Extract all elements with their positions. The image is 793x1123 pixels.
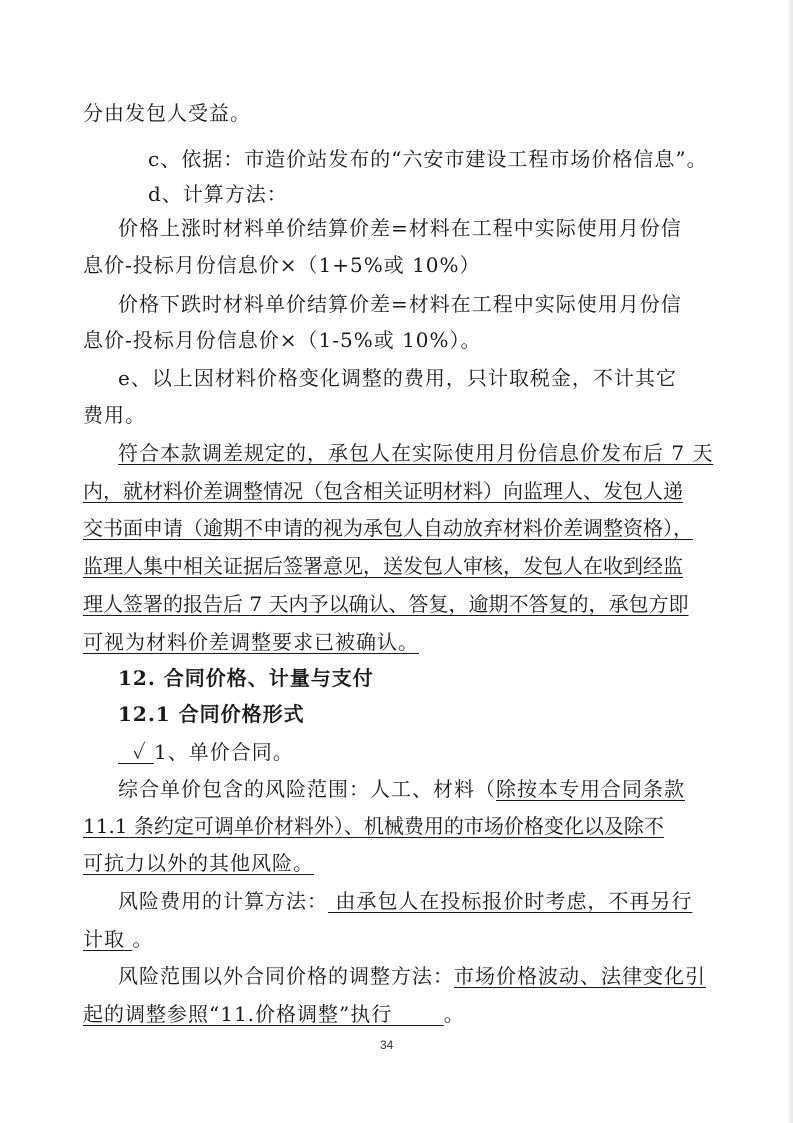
- text-line-7: [83, 326, 482, 354]
- text-segment: 综合单价包含的风险范围：人工、材料（: [118, 777, 496, 801]
- text-segment: e、以上因材料价格变化调整的费用，只计取税金，不计其它: [118, 366, 677, 390]
- text-segment: 价格下跌时材料单价结算价差=材料在工程中实际使用月份信: [118, 292, 682, 316]
- text-line-9: [83, 401, 146, 429]
- underlined-segment: 由承包人在投标报价时考虑，不再另行: [328, 889, 693, 913]
- text-line-19: [118, 775, 685, 803]
- text-line-18: [118, 738, 294, 766]
- underlined-segment: 理人签署的报告后 7 天内予以确认、答复，逾期不答复的，承包方即: [83, 592, 689, 616]
- text-line-14: [83, 590, 688, 618]
- underlined-segment: 11.1 条约定可调单价材料外）、机械费用的市场价格变化以及除不: [83, 814, 664, 838]
- text-segment: c、依据：市造价站发布的“六安市建设工程市场价格信息”。: [148, 147, 708, 171]
- text-line-20: [83, 812, 664, 840]
- text-line-11: [83, 477, 683, 505]
- text-segment: 1、单价合同。: [153, 740, 294, 764]
- text-segment: 息价-投标月份信息价×（1+5%或 10%）: [83, 253, 481, 277]
- text-line-23: [83, 925, 153, 953]
- underlined-segment: 可视为材料价差调整要求已被确认。: [83, 630, 419, 654]
- text-line-13: [83, 552, 683, 580]
- text-segment: 费用。: [83, 403, 146, 427]
- text-line-25: [83, 1000, 465, 1028]
- text-line-6: [118, 290, 682, 318]
- text-line-22: [118, 887, 692, 915]
- text-segment: 息价-投标月份信息价×（1-5%或 10%）。: [83, 328, 482, 352]
- text-segment: 风险范围以外合同价格的调整方法：: [118, 964, 454, 988]
- text-line-10: [118, 439, 713, 467]
- section-heading-12-1: [118, 700, 305, 728]
- underlined-segment: 可抗力以外的其他风险。: [83, 851, 314, 875]
- text-segment: 。: [132, 927, 154, 951]
- underlined-segment: 除按本专用合同条款: [496, 777, 685, 801]
- text-line-24: [118, 962, 706, 990]
- text-line-8: [118, 364, 677, 392]
- text-line-12: [83, 514, 693, 542]
- text-line-3: [148, 180, 288, 208]
- text-line-2: [148, 145, 708, 173]
- checkmark-icon: ✓: [118, 740, 154, 764]
- text-line-1: [83, 99, 251, 127]
- text-segment: 分由发包人受益。: [83, 101, 251, 125]
- text-line-4: [118, 214, 682, 242]
- underlined-segment: 交书面申请（逾期不申请的视为承包人自动放弃材料价差调整资格），: [83, 516, 693, 540]
- underlined-segment: 起的调整参照“11.价格调整”执行: [83, 1002, 444, 1026]
- underlined-segment: 计取: [83, 927, 133, 951]
- text-line-15: [83, 628, 419, 656]
- underlined-segment: 内，就材料价差调整情况（包含相关证明材料）向监理人、发包人递: [83, 479, 683, 503]
- text-segment: d、计算方法：: [148, 182, 288, 206]
- underlined-segment: 市场价格波动、法律变化引: [454, 964, 706, 988]
- text-line-5: [83, 251, 481, 279]
- text-segment: 。: [443, 1002, 465, 1026]
- text-segment: 价格上涨时材料单价结算价差=材料在工程中实际使用月份信: [118, 216, 682, 240]
- page-number: 34: [380, 1038, 394, 1052]
- text-segment: 风险费用的计算方法：: [118, 889, 328, 913]
- underlined-segment: 监理人集中相关证据后签署意见，送发包人审核，发包人在收到经监: [83, 554, 683, 578]
- underlined-segment: 符合本款调差规定的，承包人在实际使用月份信息价发布后 7 天: [118, 441, 714, 465]
- text-line-21: [83, 849, 314, 877]
- text-segment: 12. 合同价格、计量与支付: [118, 666, 374, 690]
- text-segment: 12.1 合同价格形式: [118, 702, 305, 726]
- section-heading-12: [118, 664, 374, 692]
- scan-edge-shadow: [787, 0, 793, 1123]
